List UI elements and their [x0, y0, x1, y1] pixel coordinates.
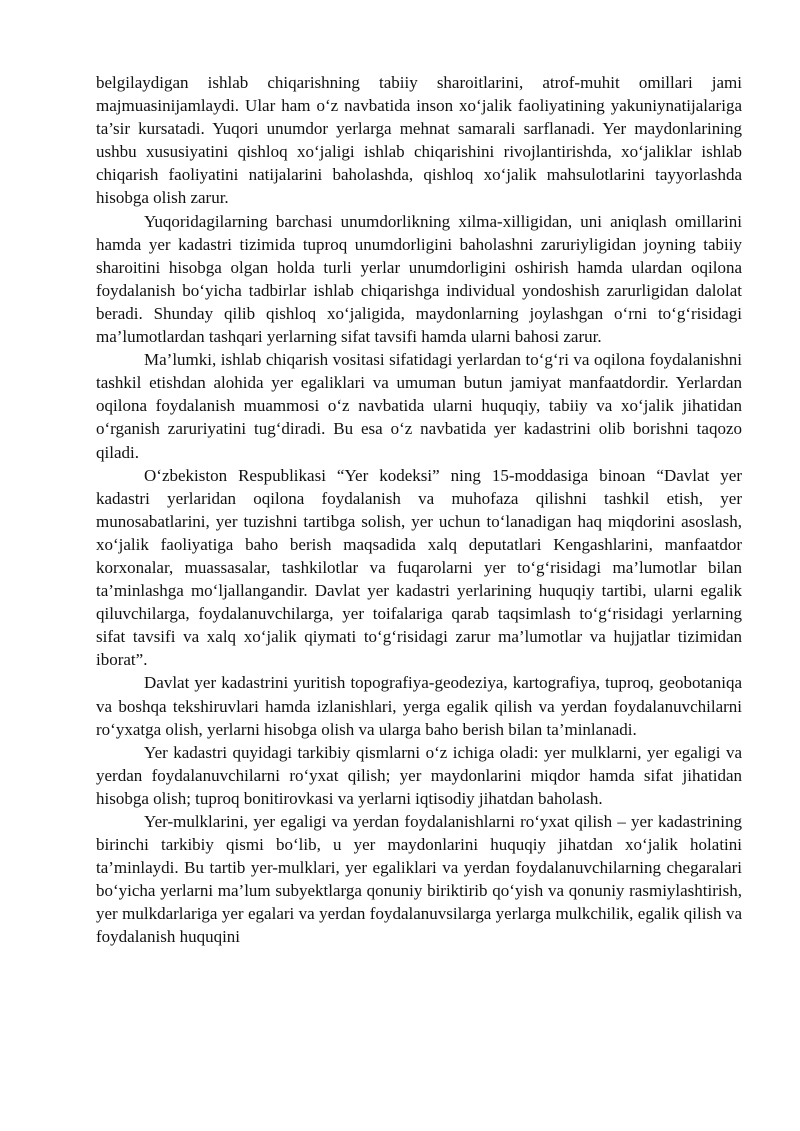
- paragraph-cadastre-components: Yer kadastri quyidagi tarkibiy qismlarni o‘z ichiga oladi: yer mulklarni, yer egaligi va yerdan foydalanuvchilarni ro‘yxat qilish; yer maydonlarini miqdor hamda sifat jihatidan hisobga olish; tuproq bonitirovkasi va yerlarni iqtisodiy jihatdan baholash.: [96, 742, 742, 808]
- document-page: [96, 71, 742, 949]
- paragraph-fertility-diversity: Yuqoridagilarning barchasi unumdorlikning xilma-xilligidan, uni aniqlash omillarini hamda yer kadastri tizimida tuproq unumdorligini baholashni zaruriyligidan joyning tabiiy sharoitini hisobga olgan holda turli yerlar unumdorligini oshirish hamda ulardan oqilona foydalanish bo‘yicha tadbirlar ishlab chiqarishga individual yondoshish zarurligidan dalolat beradi. Shunday qilib qishloq xo‘jaligida, maydonlarning joylashgan o‘rni to‘g‘risidagi ma’lumotlardan tashqari yerlarning sifat tavsifi hamda ularni bahosi zarur.: [96, 211, 742, 347]
- paragraph-land-code: O‘zbekiston Respublikasi “Yer kodeksi” ning 15-moddasiga binoan “Davlat yer kadastri yerlaridan oqilona foydalanish va muhofaza qilishni tashkil etish, yer munosabatlarini, yer tuzishni tartibga solish, yer uchun to‘lanadigan haq miqdorini asoslash, xo‘jalik faoliyatiga baho berish maqsadida xalq deputatlari Kengashlarini, manfaatdor korxonalar, muassasalar, tashkilotlar va fuqarolarni yer to‘g‘risidagi ma’lumotlar bilan ta’minlashga mo‘ljallangandir. Davlat yer kadastri yerlarining huquqiy tartibi, ularni egalik qiluvchilarga, foydalanuvchilarga, yer toifalariga qarab taqsimlash to‘g‘risidagi yerlarning sifat tavsifi va xalq xo‘jalik qiymati to‘g‘risidagi zarur ma’lumotlar va hujjatlar tizimidan iborat”.: [96, 465, 742, 670]
- paragraph-continuation: belgilaydigan ishlab chiqarishning tabiiy sharoitlarini, atrof-muhit omillari jami majmuasinijamlaydi. Ular ham o‘z navbatida inson xo‘jalik faoliyatining yakuniynatijalariga ta’sir kursatadi. Yuqori unumdor yerlarga mehnat samarali sarflanadi. Yer maydonlarining ushbu xususiyatini qishloq xo‘jaligi ishlab chiqarishini rivojlantirishda, xo‘jaliklar ishlab chiqarish faoliyatini natijalarini baholashda, qishloq xo‘jalik mahsulotlarini tayyorlashda hisobga olish zarur.: [96, 73, 742, 208]
- paragraph-rational-use: Ma’lumki, ishlab chiqarish vositasi sifatidagi yerlardan to‘g‘ri va oqilona foydalanishni tashkil etishdan alohida yer egaliklari va umuman butun jamiyat manfaatdordir. Yerlardan oqilona foydalanish muammosi o‘z navbatida ularni huquqiy, tabiiy va xo‘jalik jihatidan o‘rganish zaruriyatini tug‘diradi. Bu esa o‘z navbatida yer kadastrini olib borishni taqozo qiladi.: [96, 350, 742, 462]
- paragraph-cadastre-maintenance: Davlat yer kadastrini yuritish topografiya-geodeziya, kartografiya, tuproq, geobotaniqa va boshqa tekshiruvlari hamda izlanishlari, yerga egalik qilish va yerdan foydalanuvchilarni ro‘yxatga olish, yerlarni hisobga olish va ularga baho berish bilan ta’minlanadi.: [96, 673, 742, 739]
- paragraph-registration: Yer-mulklarini, yer egaligi va yerdan foydalanishlarni ro‘yxat qilish – yer kadastrining birinchi tarkibiy qismi bo‘lib, u yer maydonlarini huquqiy jihatdan xo‘jalik holatini ta’minlaydi. Bu tartib yer-mulklari, yer egaliklari va yerdan foydalanuvchilarning chegaralari bo‘yicha yerlarni ma’lum subyektlarga qonuniy biriktirib qo‘yish va qonuniy rasmiylashtirish, yer mulkdarlariga yer egalari va yerdan foydalanuvsilarga yerlarga mulkchilik, egalik qilish va foydalanish huquqini: [96, 812, 742, 947]
